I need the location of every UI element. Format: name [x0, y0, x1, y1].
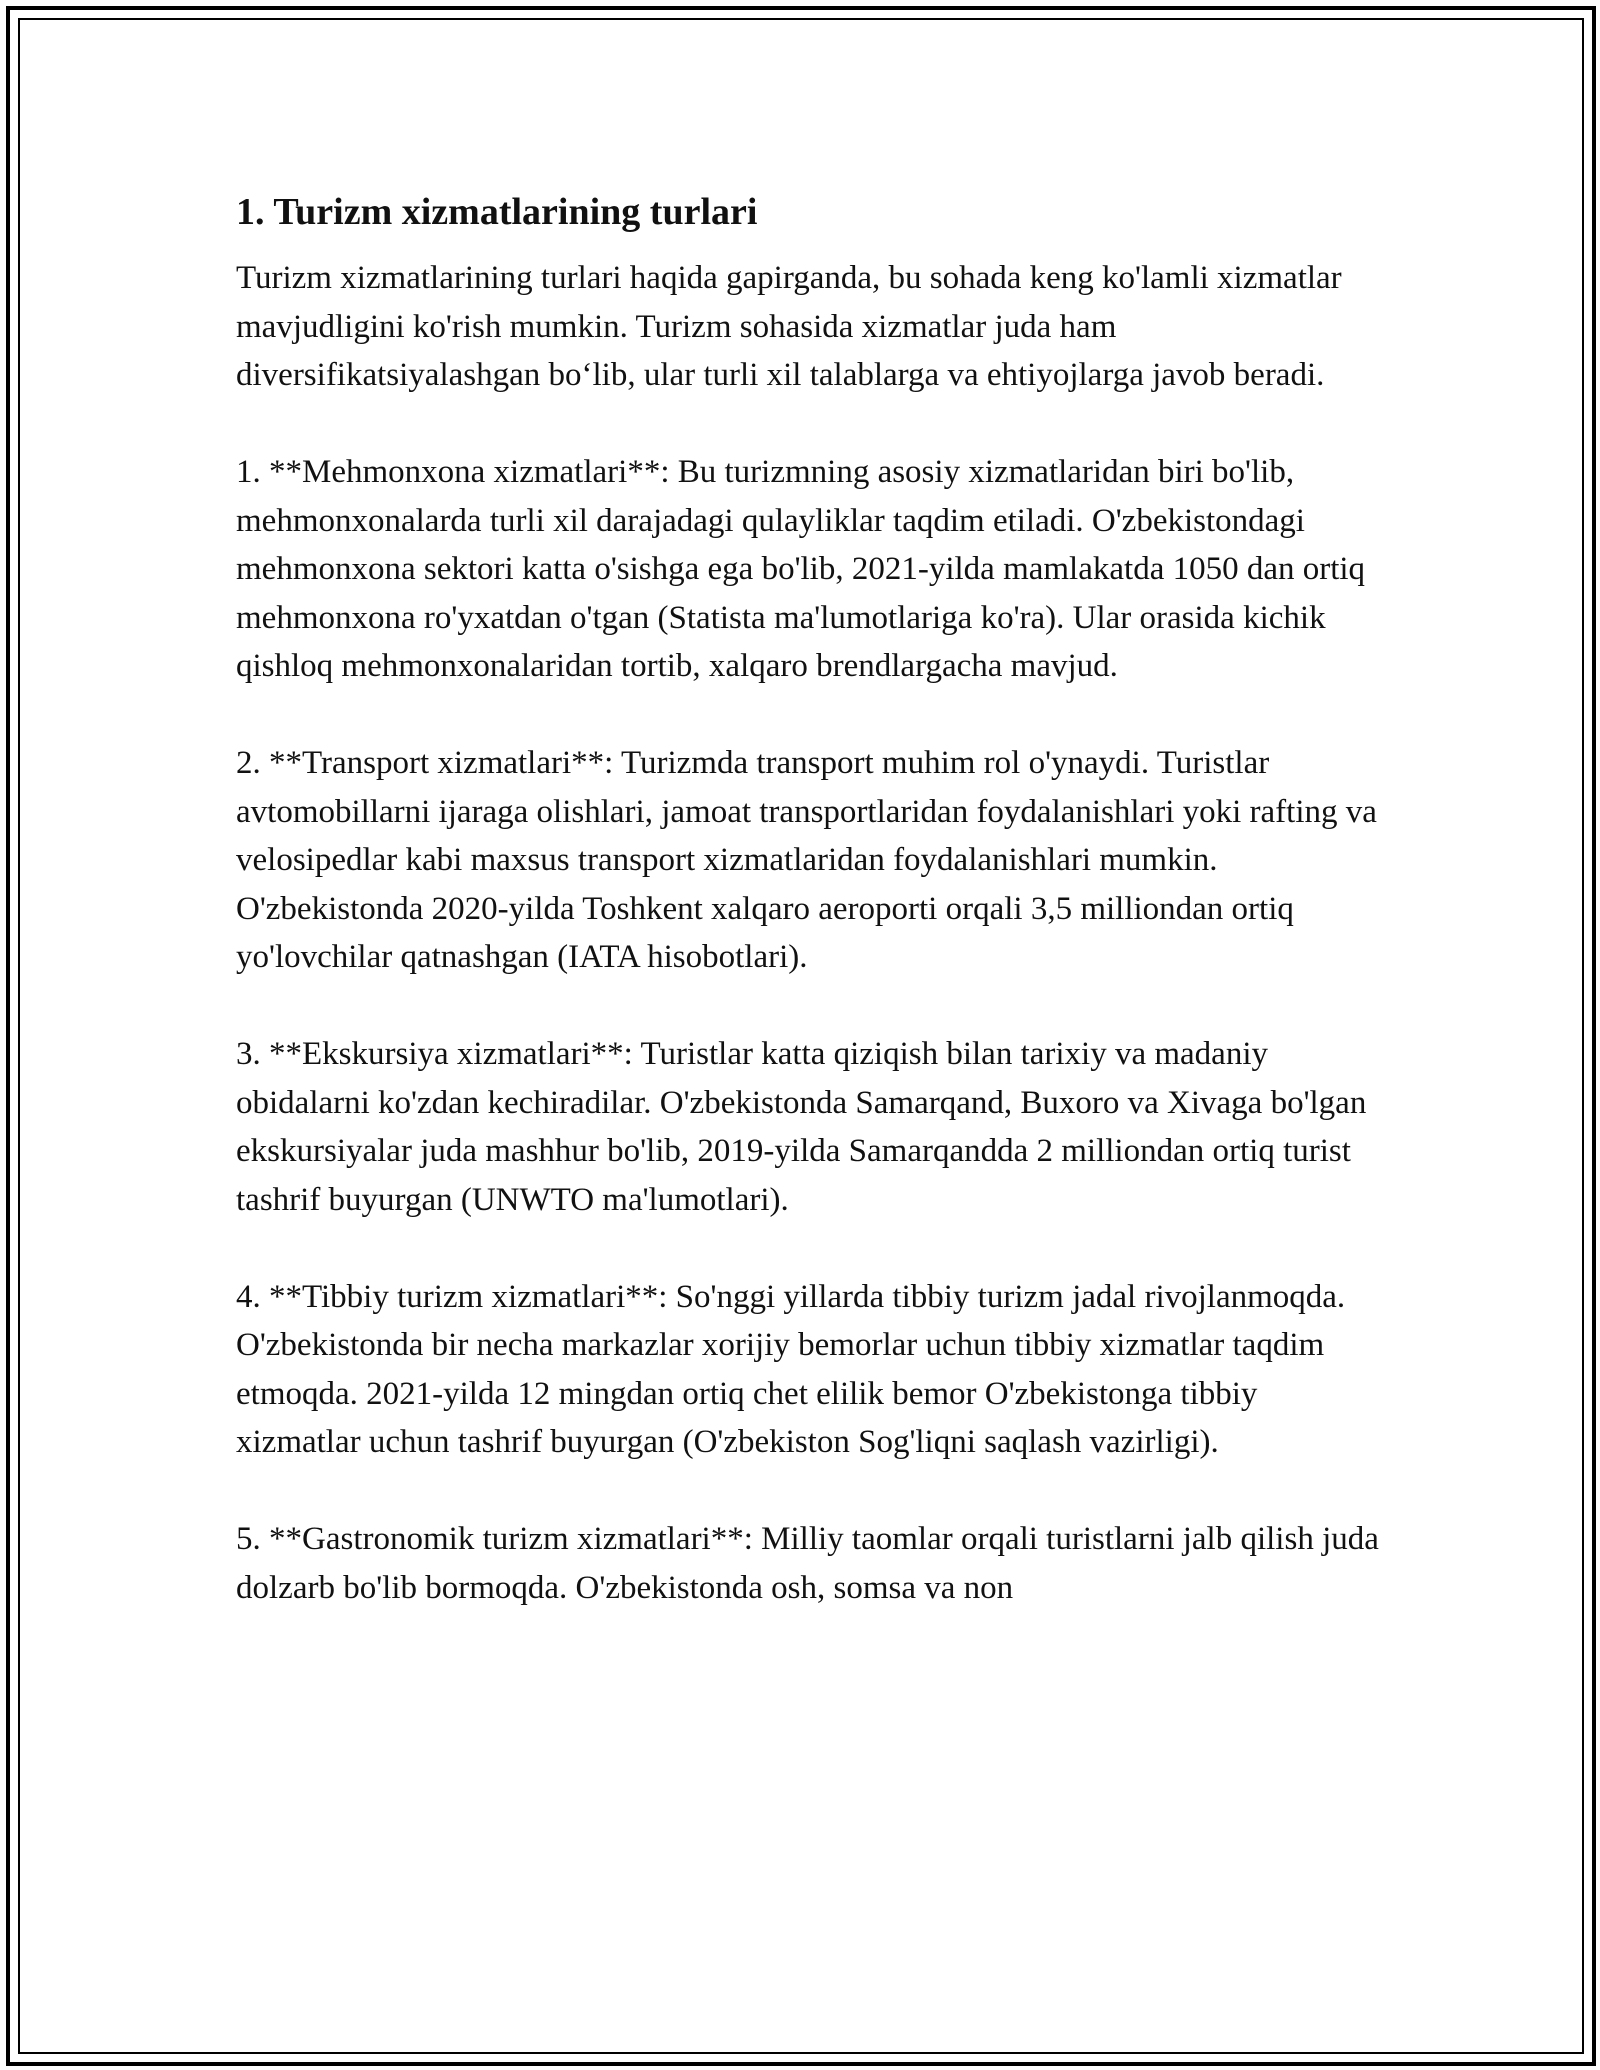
paragraph-transport-services: 2. **Transport xizmatlari**: Turizmda transport muhim rol o'ynaydi. Turistlar avtomobillarni ijaraga olishlari, jamoat transportlaridan foydalanishlari yoki rafting va velosipedlar kabi maxsus transport xizmatlaridan foydalanishlari mumkin. O'zbekistonda 2020-yilda Toshkent xalqaro aeroporti orqali 3,5 milliondan ortiq yo'lovchilar qatnashgan (IATA hisobotlari).	[236, 745, 1377, 975]
intro-paragraph: Turizm xizmatlarining turlari haqida gapirganda, bu sohada keng ko'lamli xizmatlar mavjudligini ko'rish mumkin. Turizm sohasida xizmatlar juda ham diversifikatsiyalashgan bo‘lib, ular turli xil talablarga va ehtiyojlarga javob beradi.	[236, 260, 1342, 393]
document-body	[236, 186, 1386, 1661]
paragraph-gastronomic-tourism: 5. **Gastronomik turizm xizmatlari**: Milliy taomlar orqali turistlarni jalb qilish juda dolzarb bo'lib bormoqda. O'zbekistonda osh, somsa va non	[236, 1521, 1379, 1606]
paragraph-excursion-services: 3. **Ekskursiya xizmatlari**: Turistlar katta qiziqish bilan tarixiy va madaniy obidalarni ko'zdan kechiradilar. O'zbekistonda Samarqand, Buxoro va Xivaga bo'lgan ekskursiyalar juda mashhur bo'lib, 2019-yilda Samarqandda 2 milliondan ortiq turist tashrif buyurgan (UNWTO ma'lumotlari).	[236, 1036, 1367, 1218]
paragraph-hotel-services: 1. **Mehmonxona xizmatlari**: Bu turizmning asosiy xizmatlaridan biri bo'lib, mehmonxonalarda turli xil darajadagi qulayliklar taqdim etiladi. O'zbekistondagi mehmonxona sektori katta o'sishga ega bo'lib, 2021-yilda mamlakatda 1050 dan ortiq mehmonxona ro'yxatdan o'tgan (Statista ma'lumotlariga ko'ra). Ular orasida kichik qishloq mehmonxonalaridan tortib, xalqaro brendlargacha mavjud.	[236, 454, 1366, 684]
paragraph-medical-tourism: 4. **Tibbiy turizm xizmatlari**: So'nggi yillarda tibbiy turizm jadal rivojlanmoqda. O'zbekistonda bir necha markazlar xorijiy bemorlar uchun tibbiy xizmatlar taqdim etmoqda. 2021-yilda 12 mingdan ortiq chet elilik bemor O'zbekistonga tibbiy xizmatlar uchun tashrif buyurgan (O'zbekiston Sog'liqni saqlash vazirligi).	[236, 1278, 1346, 1460]
section-heading: 1. Turizm xizmatlarining turlari	[236, 191, 758, 233]
